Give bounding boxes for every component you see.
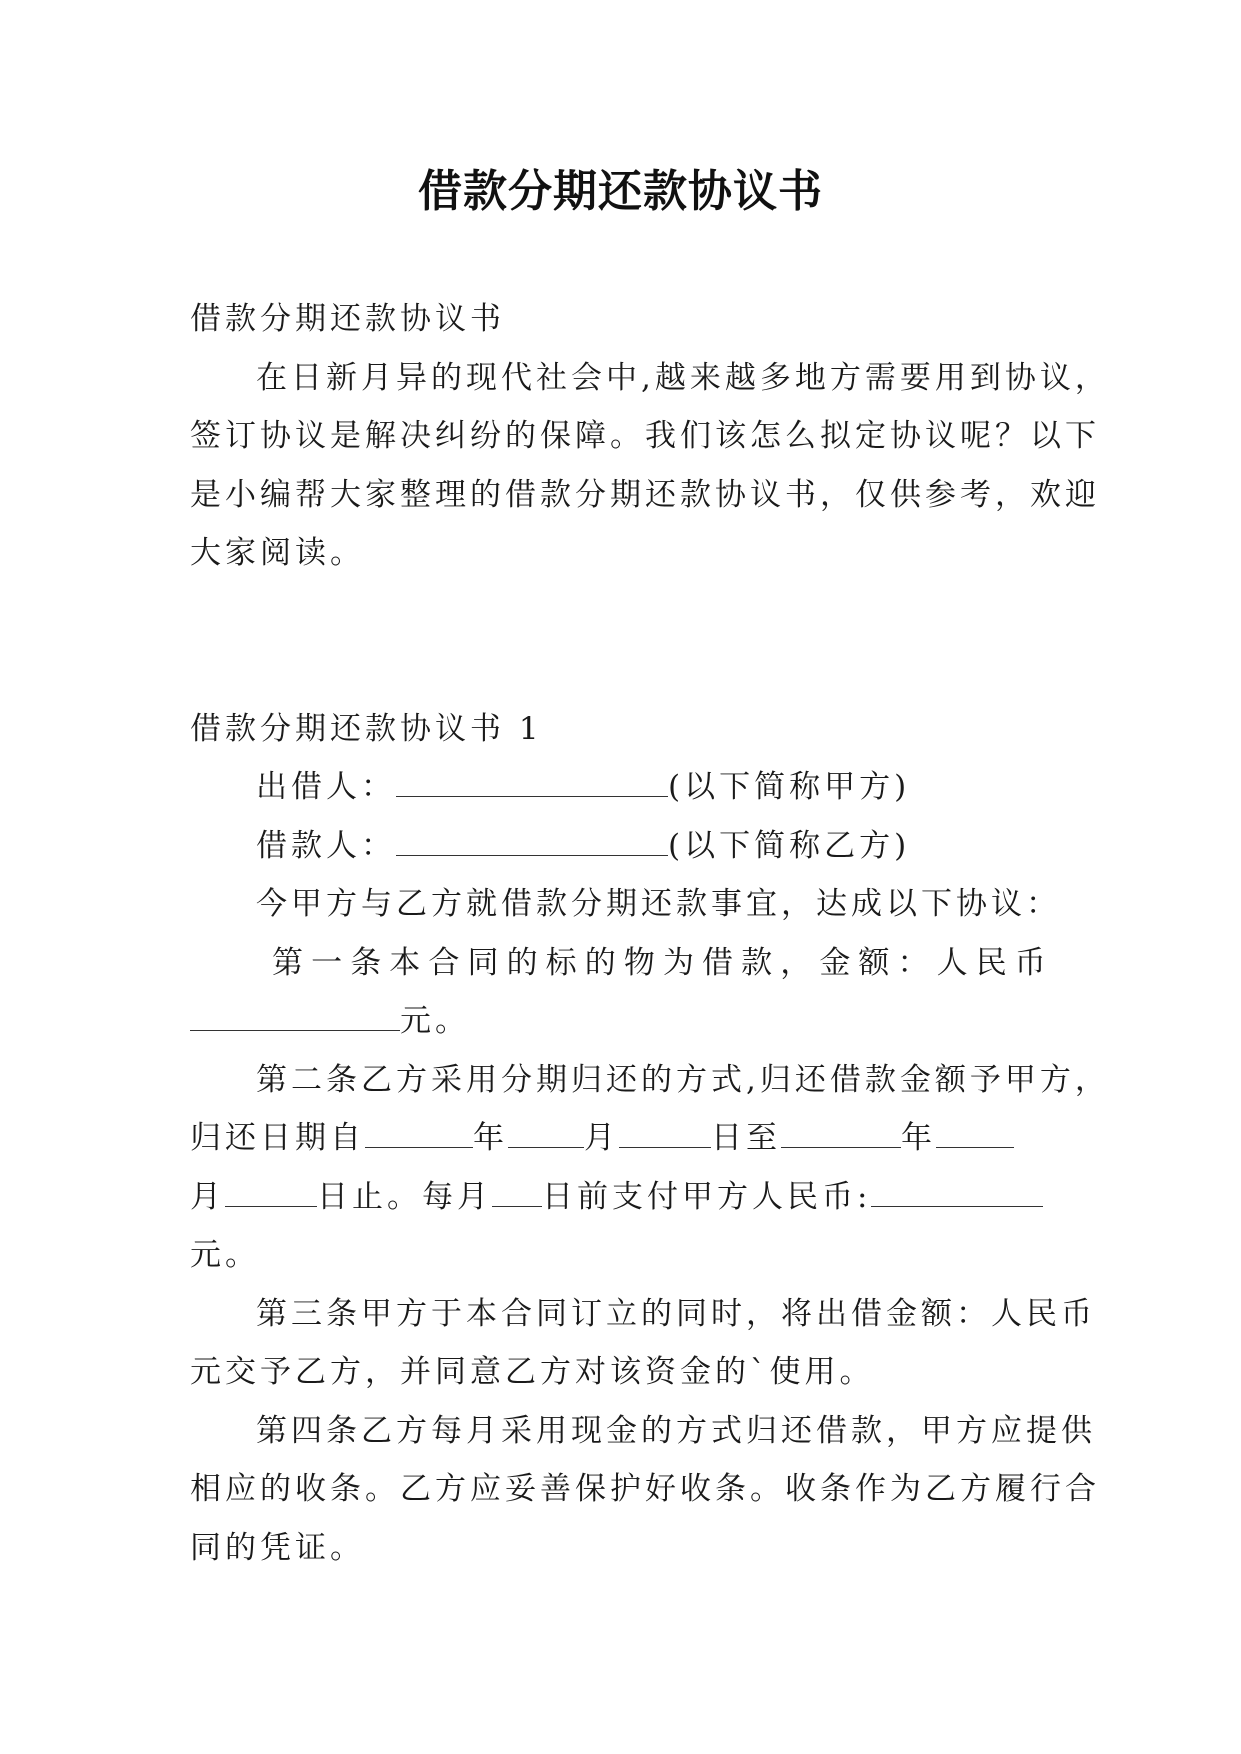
article4-line-1: 第四条乙方每月采用现金的方式归还借款，甲方应提供	[256, 1412, 1096, 1449]
borrower-blank	[396, 819, 668, 856]
article1-end: 元。	[400, 1003, 470, 1039]
article1-char: 的	[506, 944, 542, 981]
article1-char: 的	[584, 944, 620, 981]
lender-blank	[396, 760, 668, 797]
article2-line-2	[190, 1109, 1050, 1168]
monthly-amount-blank	[871, 1170, 1043, 1207]
article1-char: ：	[897, 944, 933, 981]
article1-char: 借	[702, 944, 738, 981]
end-year-blank	[781, 1111, 901, 1148]
start-month-blank	[508, 1111, 584, 1148]
intro-line-1: 在日新月异的现代社会中,越来越多地方需要用到协议，	[256, 359, 1110, 396]
date-text-7: 日止。每月	[317, 1178, 492, 1215]
article1-char: 额	[858, 944, 894, 981]
article1-end-line	[190, 992, 1050, 1051]
article4-line-3: 同的凭证。	[190, 1529, 365, 1566]
article1-char: 本	[389, 944, 425, 981]
date-text-6: 月	[190, 1178, 225, 1215]
article1-char: 同	[467, 944, 503, 981]
date-text-3: 月	[584, 1120, 619, 1156]
lender-suffix: (以下简称甲方)	[668, 769, 911, 805]
article1-char: 一	[311, 944, 347, 981]
date-text-1: 归还日期自	[190, 1120, 365, 1156]
borrower-label: 借款人：	[256, 827, 396, 864]
document-body	[190, 290, 1110, 1577]
article1-char: 条	[350, 944, 386, 981]
borrower-suffix: (以下简称乙方)	[668, 827, 911, 864]
article2-line-4: 元。	[190, 1237, 260, 1273]
article1-char: 标	[545, 944, 581, 981]
article1-line	[190, 934, 1050, 993]
article1-char: ，	[780, 944, 816, 981]
article1-char: 第	[272, 944, 307, 981]
start-day-blank	[619, 1111, 711, 1148]
document-title: 借款分期还款协议书	[418, 166, 823, 217]
section-heading: 借款分期还款协议书	[190, 301, 505, 337]
intro-line-2: 签订协议是解决纠纷的保障。我们该怎么拟定协议呢？以下	[190, 418, 1100, 454]
end-day-blank	[225, 1170, 317, 1207]
article3-line-2: 元交予乙方，并同意乙方对该资金的`使用。	[190, 1354, 875, 1390]
article1-char: 为	[662, 944, 698, 981]
article1-char: 金	[819, 944, 855, 981]
article4-line-2: 相应的收条。乙方应妥善保护好收条。收条作为乙方履行合	[190, 1471, 1100, 1507]
article1-char: 币	[1014, 944, 1050, 981]
article1-char: 款	[741, 944, 777, 981]
agreement-heading: 借款分期还款协议书 1	[190, 710, 543, 747]
date-text-4: 日至	[711, 1120, 781, 1156]
monthly-day-blank	[492, 1170, 542, 1207]
spacer	[190, 583, 1050, 700]
article3-line-1: 第三条甲方于本合同订立的同时，将出借金额：人民币	[256, 1295, 1096, 1332]
amount-blank	[190, 994, 400, 1031]
lender-line	[190, 758, 1050, 817]
date-text-8: 日前支付甲方人民币:	[542, 1178, 872, 1215]
article1-char: 人	[936, 944, 972, 981]
intro-line-3: 是小编帮大家整理的借款分期还款协议书，仅供参考，欢迎	[190, 476, 1100, 513]
date-text-2: 年	[473, 1120, 508, 1156]
end-month-blank	[936, 1111, 1014, 1148]
article1-char: 合	[428, 944, 464, 981]
article1-char: 物	[623, 944, 659, 981]
article1-char: 民	[975, 944, 1011, 981]
article2-line-3	[190, 1168, 1050, 1227]
borrower-line	[190, 817, 1050, 876]
preamble-line: 今甲方与乙方就借款分期还款事宜，达成以下协议：	[256, 886, 1061, 922]
intro-line-4: 大家阅读。	[190, 535, 365, 571]
lender-label: 出借人：	[256, 769, 396, 805]
article2-line-1: 第二条乙方采用分期归还的方式,归还借款金额予甲方，	[256, 1061, 1110, 1098]
date-text-5: 年	[901, 1120, 936, 1156]
start-year-blank	[365, 1111, 473, 1148]
